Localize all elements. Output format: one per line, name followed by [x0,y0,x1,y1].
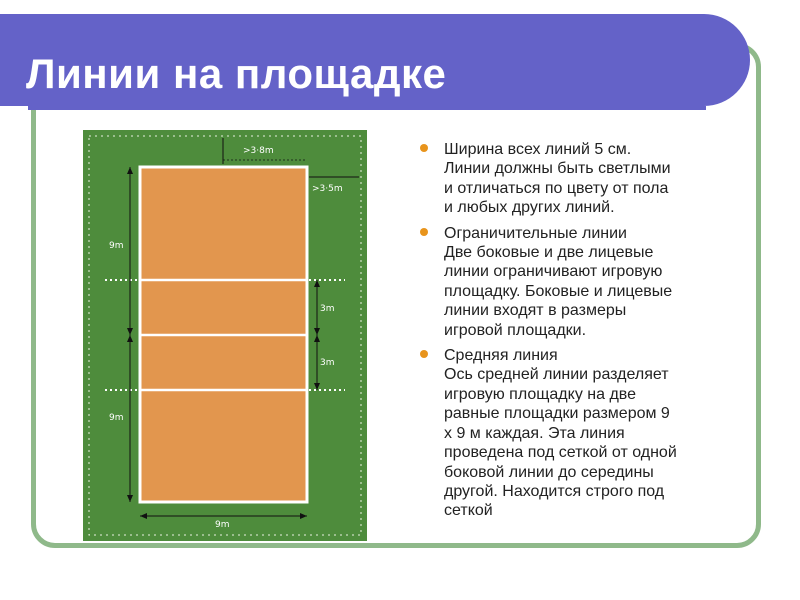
slide-title: Линии на площадке [26,50,447,97]
bullet-line: Ширина всех линий 5 см. [444,141,632,158]
label-right-lower: 3m [320,358,335,368]
label-bottom-width: 9m [215,520,230,530]
court-svg [83,130,367,541]
list-item [420,224,750,340]
title-bar [0,14,750,106]
label-left-lower: 9m [109,413,124,423]
bullet-dot-icon [420,228,428,236]
title-underline [28,106,706,110]
bullet-line: Две боковые и две лицевые [444,244,654,262]
bullet-line: линии входят в размеры [444,302,627,320]
bullet-line: другой. Находится строго под [444,482,665,500]
bullet-line: линии ограничивают игровую [444,263,663,281]
list-item [420,346,750,521]
bullet-dot-icon [420,144,428,152]
bullet-line: и любых других линий. [444,199,615,217]
bullet-line: х 9 м каждая. Эта линия [444,424,625,442]
bullet-line: Ограничительные линии [444,224,627,242]
bullet-line: игровую площадку на две [444,385,636,403]
bullet-line: Средняя линия [444,347,558,365]
label-side-free-zone: >3·5m [312,184,343,194]
bullet-dot-icon [420,350,428,358]
bullet-line: проведена под сеткой от одной [444,444,677,462]
bullet-line: игровой площадки. [444,321,587,339]
bullet-line: боковой линии до середины [444,463,654,481]
bullet-line: площадку. Боковые и лицевые [444,282,673,300]
bullet-line: Ось средней линии разделяет [444,366,669,384]
bullet-line: Линии должны быть светлыми [444,160,671,178]
bullet-line: и отличаться по цвету от пола [444,179,669,197]
bullet-list [420,140,750,527]
bullet-line: равные площадки размером 9 [444,405,670,423]
list-item [420,140,750,218]
label-left-upper: 9m [109,241,124,251]
volleyball-court-diagram [83,130,367,541]
label-right-upper: 3m [320,304,335,314]
bullet-line: сеткой [444,502,493,520]
label-top-free-zone: >3·8m [243,146,274,156]
